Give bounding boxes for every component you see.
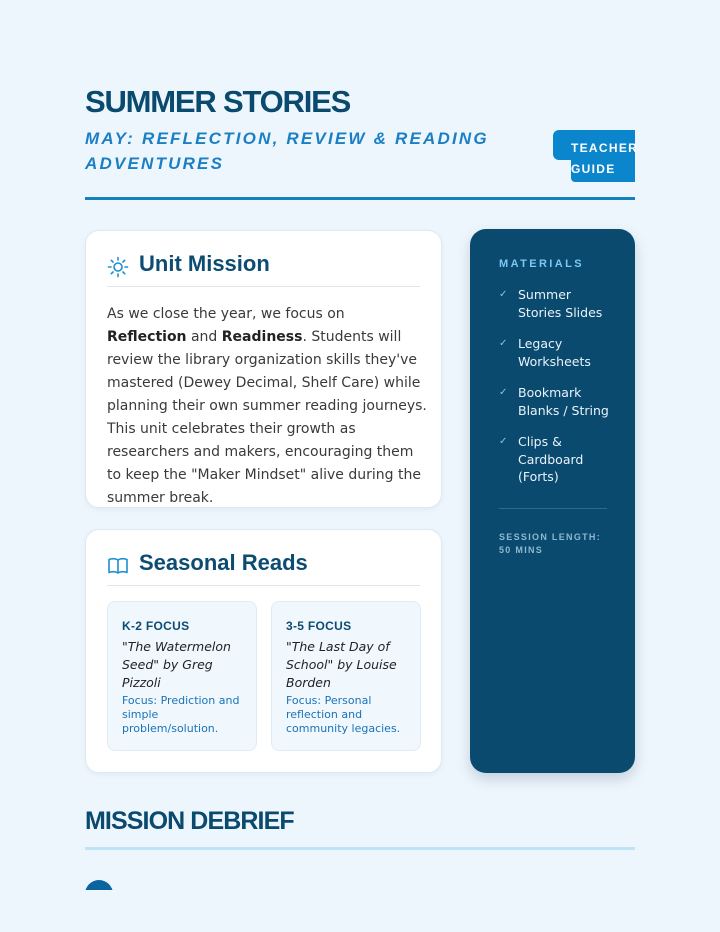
- materials-item-label: Legacy Worksheets: [518, 336, 591, 369]
- materials-item: [499, 433, 611, 486]
- materials-list: [499, 286, 611, 500]
- unit-mission-heading: Unit Mission: [139, 251, 270, 276]
- grades-3-5-focus-box: [271, 601, 421, 751]
- mission-text-post: . Students will review the library organization skills they've mastered (Dewey Decimal, Shelf Care) while planning their own summer reading journeys. This unit celebrates their growth as researchers and makers, encouraging them to keep the "Maker Mindset" alive during the summer break.: [107, 329, 427, 506]
- check-icon: ✓: [499, 436, 508, 447]
- mission-text-pre: As we close the year, we focus on: [107, 306, 345, 322]
- materials-item-label: Bookmark Blanks / String: [518, 385, 609, 418]
- k2-focus-note: Focus: Prediction and simple problem/solution.: [122, 694, 240, 735]
- mission-bold-readiness: Readiness: [221, 329, 303, 345]
- session-length: SESSION LENGTH: 50 MINS: [499, 532, 602, 555]
- k2-book-title: "The Watermelon Seed" by Greg Pizzoli: [122, 639, 231, 690]
- page-subtitle: MAY: REFLECTION, REVIEW & READING ADVENTURES: [85, 129, 489, 173]
- sun-icon: [107, 256, 129, 278]
- section-marker-mask: [85, 890, 113, 910]
- seasonal-reads-heading: Seasonal Reads: [139, 550, 308, 575]
- badge-text: [571, 138, 639, 180]
- grades-3-5-book-title: "The Last Day of School" by Louise Borden: [286, 639, 397, 690]
- materials-item-label: Summer Stories Slides: [518, 287, 603, 320]
- k2-focus-label: K-2 FOCUS: [122, 619, 190, 633]
- debrief-divider: [85, 847, 635, 850]
- check-icon: ✓: [499, 289, 508, 300]
- grades-3-5-focus-note: Focus: Personal reflection and community legacies.: [286, 694, 401, 735]
- k2-focus-box: [107, 601, 257, 751]
- materials-item: [499, 335, 611, 370]
- materials-item-label: Clips & Cardboard (Forts): [518, 434, 584, 484]
- header-divider: [85, 197, 635, 200]
- page-title: SUMMER STORIES: [85, 84, 351, 119]
- badge-line-1: TEACHER: [571, 141, 639, 155]
- mission-debrief-heading: MISSION DEBRIEF: [85, 807, 294, 835]
- grades-3-5-focus-label: 3-5 FOCUS: [286, 619, 352, 633]
- check-icon: ✓: [499, 338, 508, 349]
- materials-item: [499, 384, 611, 419]
- unit-mission-text: [107, 303, 427, 510]
- materials-heading: MATERIALS: [499, 258, 584, 270]
- seasonal-reads-card: [85, 529, 442, 773]
- materials-divider: [499, 508, 607, 509]
- mission-bold-reflection: Reflection: [107, 329, 187, 345]
- mission-text-mid: and: [186, 329, 222, 345]
- badge-line-2: GUIDE: [571, 162, 616, 176]
- open-book-icon: [107, 555, 129, 577]
- unit-mission-card: [85, 230, 442, 508]
- seasonal-reads-header: [107, 530, 420, 586]
- teacher-guide-badge: [553, 130, 639, 182]
- unit-mission-header: [107, 231, 420, 287]
- materials-sidebar: [470, 229, 635, 773]
- check-icon: ✓: [499, 387, 508, 398]
- materials-item: [499, 286, 611, 321]
